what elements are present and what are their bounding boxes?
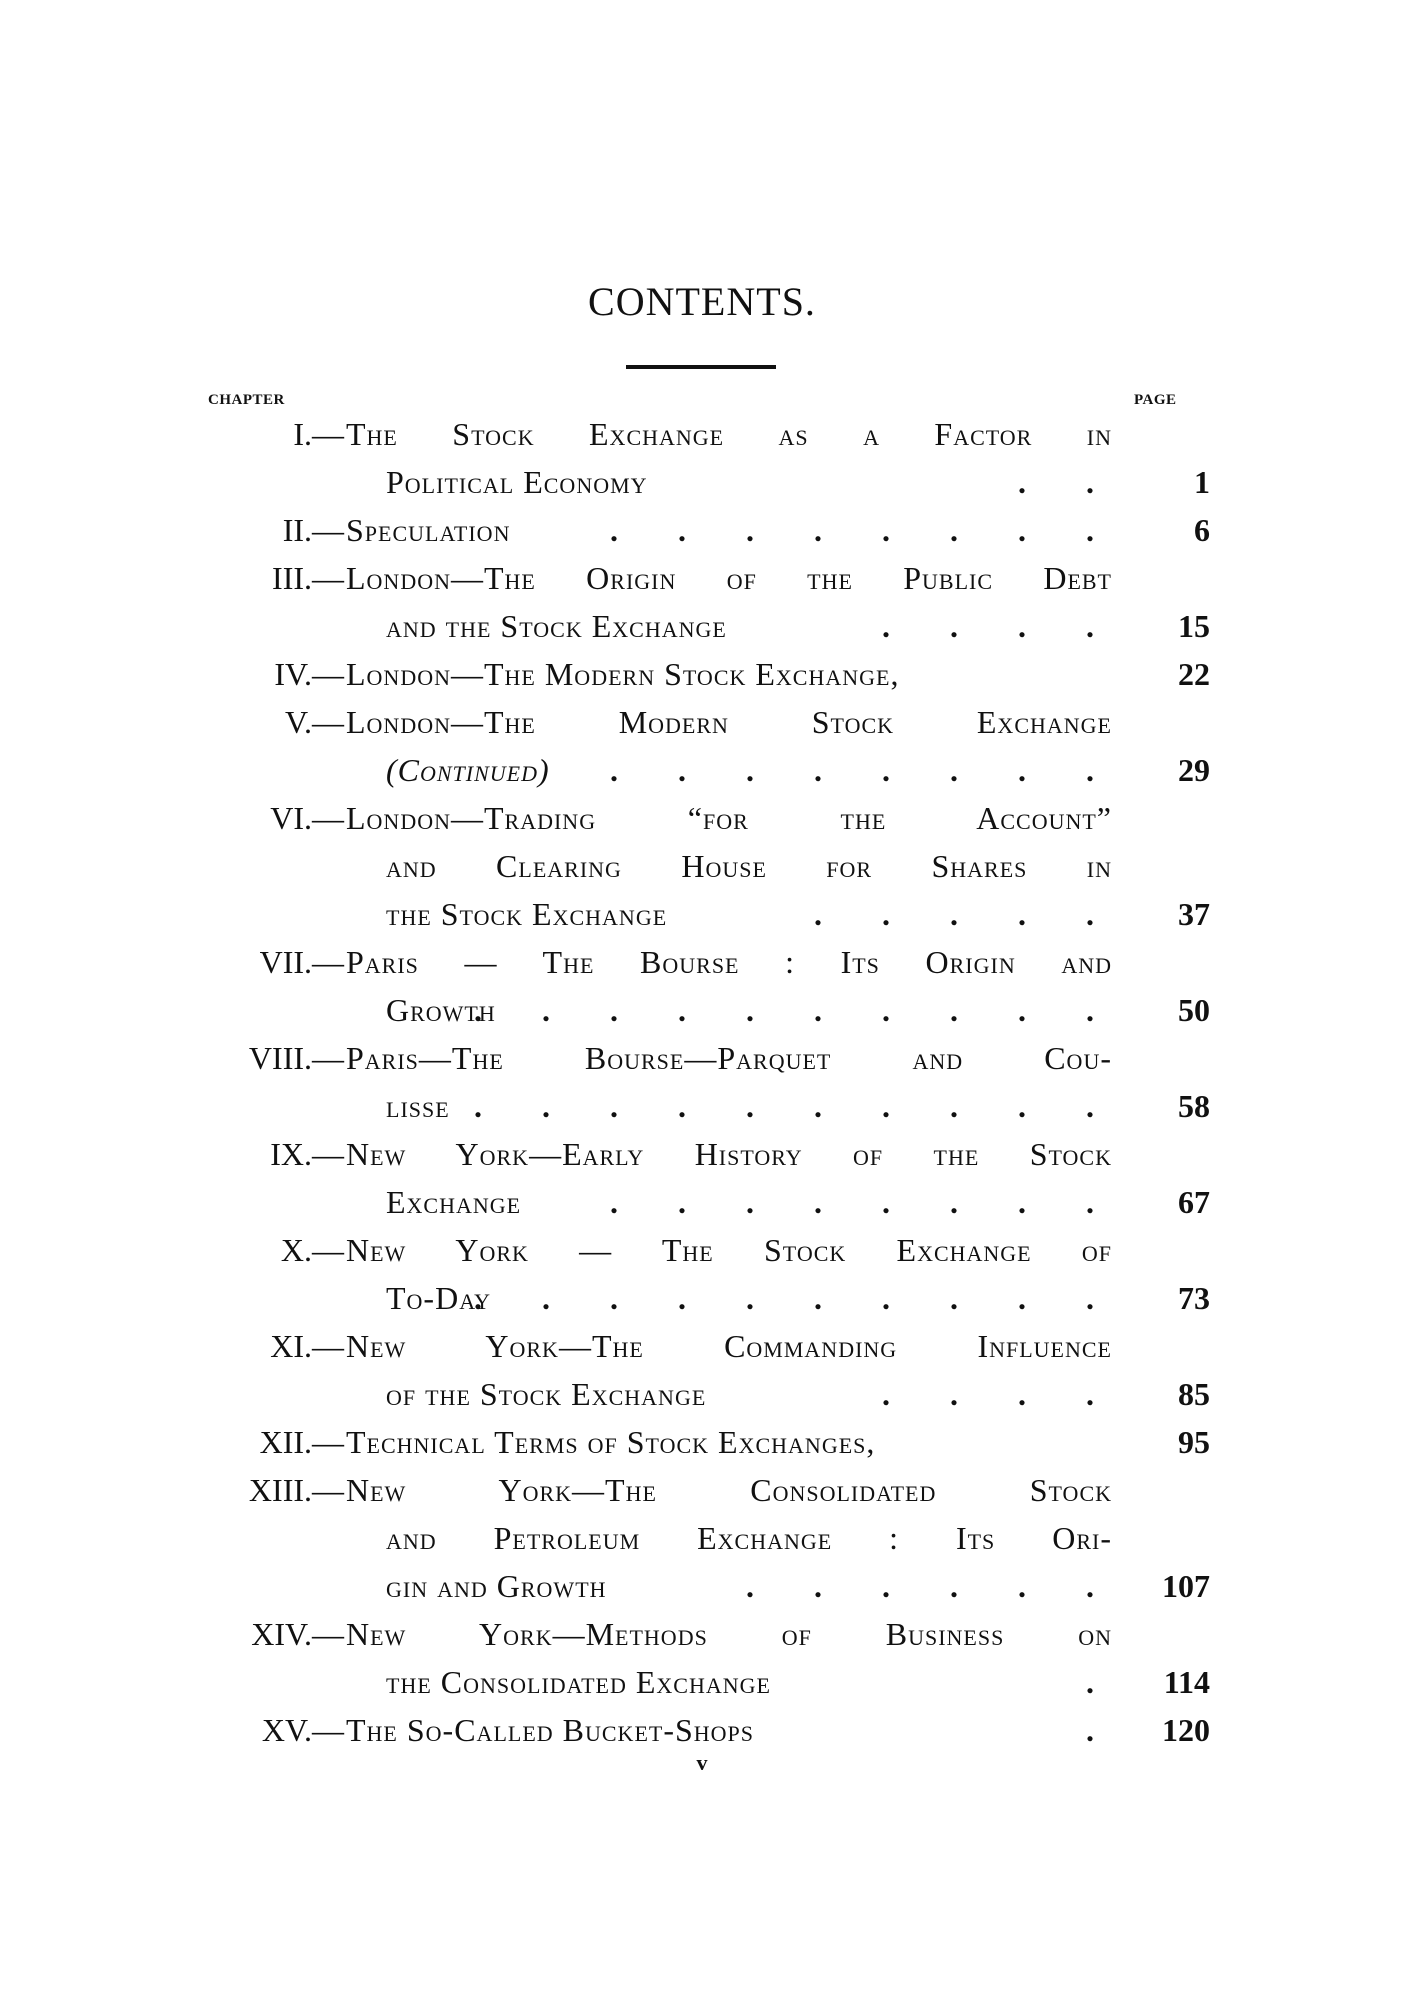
- toc-entry-line: [0, 842, 1404, 890]
- chapter-title: gin and Growth: [386, 1568, 607, 1604]
- dot-leader: . . . . .: [814, 896, 1120, 932]
- chapter-title: Paris — The Bourse : Its Origin and: [346, 944, 1112, 980]
- dot-leader: .: [1086, 1712, 1120, 1748]
- dot-leader: . . . .: [882, 1376, 1120, 1412]
- page-column-label: PAGE: [1134, 392, 1177, 408]
- toc-entry-line: [0, 1322, 1404, 1370]
- chapter-number: V.—: [285, 704, 344, 740]
- chapter-number: XIII.—: [248, 1472, 344, 1508]
- page-title: CONTENTS.: [588, 279, 816, 324]
- page-number: 1: [1194, 464, 1210, 500]
- page-number: 95: [1178, 1424, 1210, 1460]
- page-number: 50: [1178, 992, 1210, 1028]
- chapter-title: Paris—The Bourse—Parquet and Cou-: [346, 1040, 1112, 1076]
- chapter-title: Technical Terms of Stock Exchanges,: [346, 1424, 876, 1460]
- chapter-column-label: CHAPTER: [208, 392, 285, 408]
- page-number: 29: [1178, 752, 1210, 788]
- chapter-title: and Petroleum Exchange : Its Ori-: [386, 1520, 1112, 1556]
- dot-leader: . . . . . . . .: [610, 1184, 1120, 1220]
- page-number: 120: [1162, 1712, 1210, 1748]
- dot-leader: . .: [1018, 464, 1120, 500]
- dot-leader: . . . . . . . . . .: [474, 1280, 1120, 1316]
- chapter-number: I.—: [293, 416, 344, 452]
- dot-leader: . . . . . . . . . .: [474, 1088, 1120, 1124]
- chapter-title: Exchange: [386, 1184, 522, 1220]
- toc-entry-line: [0, 602, 1404, 650]
- chapter-title: New York—Methods of Business on: [346, 1616, 1112, 1652]
- dot-leader: . . . . . . . .: [610, 752, 1120, 788]
- toc-entry-line: [0, 890, 1404, 938]
- page-number: 114: [1163, 1664, 1210, 1700]
- toc-entry-line: [0, 698, 1404, 746]
- chapter-title: (Continued): [386, 752, 550, 788]
- toc-entry-line: [0, 1082, 1404, 1130]
- toc-entry-line: [0, 1514, 1404, 1562]
- toc-entry-line: [0, 458, 1404, 506]
- chapter-title: London—The Origin of the Public Debt: [346, 560, 1112, 596]
- toc-entry-line: [0, 1034, 1404, 1082]
- toc-entry-line: [0, 554, 1404, 602]
- toc-entry-line: [0, 1418, 1404, 1466]
- dot-leader: . . . . . . . . . .: [474, 992, 1120, 1028]
- chapter-title: To-Day: [386, 1280, 491, 1316]
- chapter-title: Political Economy: [386, 464, 648, 500]
- chapter-title: London—The Modern Stock Exchange: [346, 704, 1112, 740]
- chapter-number: II.—: [282, 512, 344, 548]
- chapter-title: the Stock Exchange: [386, 896, 668, 932]
- toc-entry-line: [0, 506, 1404, 554]
- toc-entry-line: [0, 1610, 1404, 1658]
- chapter-title: London—Trading “for the Account”: [346, 800, 1112, 836]
- toc-entry-line: [0, 1178, 1404, 1226]
- page-number: 58: [1178, 1088, 1210, 1124]
- chapter-number: VI.—: [270, 800, 344, 836]
- chapter-number: XII.—: [259, 1424, 344, 1460]
- chapter-number: XI.—: [270, 1328, 344, 1364]
- page-number: 67: [1178, 1184, 1210, 1220]
- page-number: 85: [1178, 1376, 1210, 1412]
- page-number: 15: [1178, 608, 1210, 644]
- chapter-title: the Consolidated Exchange: [386, 1664, 771, 1700]
- chapter-title: New York — The Stock Exchange of: [346, 1232, 1112, 1268]
- toc-entry-line: [0, 1226, 1404, 1274]
- toc-entry-line: [0, 1706, 1404, 1754]
- chapter-title: and Clearing House for Shares in: [386, 848, 1112, 884]
- chapter-title: London—The Modern Stock Exchange,: [346, 656, 900, 692]
- chapter-number: XIV.—: [251, 1616, 344, 1652]
- chapter-title: The So-Called Bucket-Shops: [346, 1712, 755, 1748]
- page-number: 6: [1194, 512, 1210, 548]
- dot-leader: . . . . . .: [746, 1568, 1120, 1604]
- chapter-title: of the Stock Exchange: [386, 1376, 707, 1412]
- chapter-number: XV.—: [261, 1712, 344, 1748]
- toc-entry-line: [0, 938, 1404, 986]
- chapter-title: New York—Early History of the Stock: [346, 1136, 1112, 1172]
- page-number: 22: [1178, 656, 1210, 692]
- toc-entry-line: [0, 1658, 1404, 1706]
- chapter-title: New York—The Commanding Influence: [346, 1328, 1112, 1364]
- toc-entry-line: [0, 746, 1404, 794]
- chapter-number: X.—: [280, 1232, 344, 1268]
- toc-entry-line: [0, 650, 1404, 698]
- chapter-number: IX.—: [270, 1136, 344, 1172]
- chapter-number: VIII.—: [248, 1040, 344, 1076]
- page-number: 37: [1178, 896, 1210, 932]
- toc-entry-line: [0, 1130, 1404, 1178]
- chapter-title: lisse: [386, 1088, 450, 1124]
- page-number: 107: [1162, 1568, 1210, 1604]
- page-folio: v: [696, 1750, 708, 1775]
- dot-leader: .: [1086, 1664, 1120, 1700]
- toc-entry-line: [0, 1562, 1404, 1610]
- chapter-number: VII.—: [259, 944, 344, 980]
- chapter-number: IV.—: [274, 656, 344, 692]
- toc-entry-line: [0, 1370, 1404, 1418]
- dot-leader: . . . .: [882, 608, 1120, 644]
- toc-entry-line: [0, 1274, 1404, 1322]
- chapter-title: and the Stock Exchange: [386, 608, 727, 644]
- toc-entry-line: [0, 1466, 1404, 1514]
- chapter-title: The Stock Exchange as a Factor in: [346, 416, 1112, 452]
- toc-entry-line: [0, 986, 1404, 1034]
- chapter-number: III.—: [272, 560, 344, 596]
- toc-entry-line: [0, 410, 1404, 458]
- chapter-title: Growth: [386, 992, 496, 1028]
- toc-entry-line: [0, 794, 1404, 842]
- chapter-title: New York—The Consolidated Stock: [346, 1472, 1112, 1508]
- page-number: 73: [1178, 1280, 1210, 1316]
- chapter-title: Speculation: [346, 512, 511, 548]
- dot-leader: . . . . . . . .: [610, 512, 1120, 548]
